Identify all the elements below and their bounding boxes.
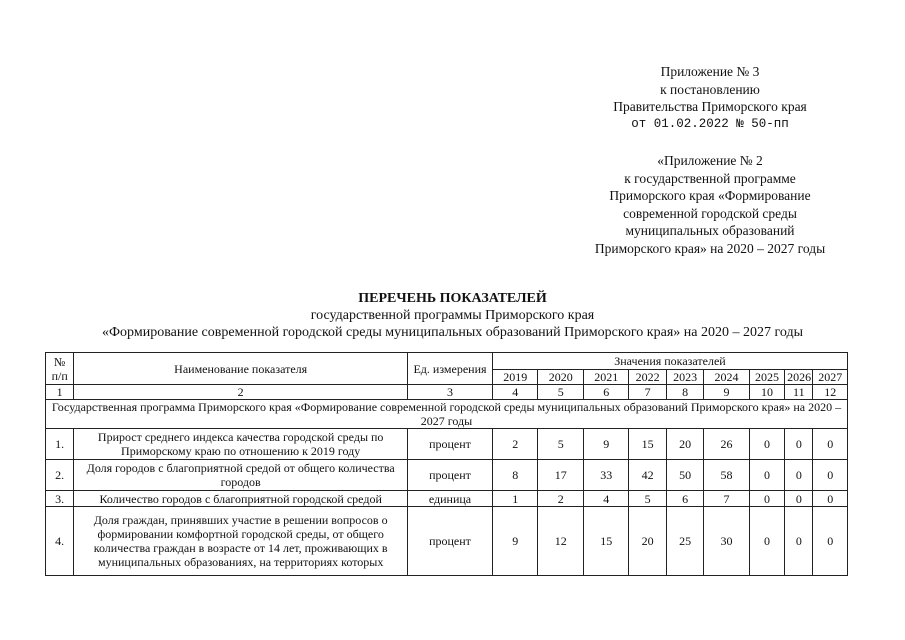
row-value: 9 [583, 429, 629, 460]
header-unit: Ед. измерения [408, 353, 493, 385]
column-number: 5 [538, 385, 584, 400]
column-number: 1 [46, 385, 74, 400]
row-value: 0 [813, 429, 848, 460]
row-value: 20 [629, 507, 666, 576]
row-value: 8 [492, 460, 538, 491]
row-value: 0 [749, 460, 784, 491]
column-number: 6 [583, 385, 629, 400]
row-value: 50 [666, 460, 703, 491]
header-year: 2025 [749, 370, 784, 385]
appendix-2-line-6: Приморского края» на 2020 – 2027 годы [594, 240, 826, 256]
appendix-2-line-4: современной городской среды [623, 205, 797, 221]
row-unit: единица [408, 491, 493, 507]
row-value: 25 [666, 507, 703, 576]
row-value: 5 [538, 429, 584, 460]
row-value: 0 [785, 507, 813, 576]
row-value: 9 [492, 507, 538, 576]
header-num: № п/п [46, 353, 74, 385]
column-number: 10 [749, 385, 784, 400]
row-name: Доля граждан, принявших участие в решении вопросов о формировании комфортной городской среды, от общего количества граждан в возрасте от 14 лет, проживающих в муниципальных образованиях, на территориях которых [74, 507, 408, 576]
column-number: 11 [785, 385, 813, 400]
appendix-3-line-3: Правительства Приморского края [613, 99, 807, 114]
column-number: 3 [408, 385, 493, 400]
header-year: 2024 [704, 370, 750, 385]
appendix-3-line-2: к постановлению [660, 81, 760, 97]
row-value: 6 [666, 491, 703, 507]
column-number: 4 [492, 385, 538, 400]
header-year: 2022 [629, 370, 666, 385]
row-value: 0 [749, 429, 784, 460]
row-value: 0 [749, 491, 784, 507]
row-value: 0 [813, 491, 848, 507]
appendix-2-line-5: муниципальных образований [625, 223, 795, 238]
row-value: 0 [785, 429, 813, 460]
table-row [46, 491, 848, 507]
header-name: Наименование показателя [74, 353, 408, 385]
header-year: 2019 [492, 370, 538, 385]
row-value: 2 [492, 429, 538, 460]
appendix-3-line-1: Приложение № 3 [660, 64, 760, 79]
row-value: 0 [749, 507, 784, 576]
row-value: 2 [538, 491, 584, 507]
document-subtitle-2: «Формирование современной городской среды муниципальных образований Приморского края» на 2020 – 2027 годы [102, 325, 803, 340]
row-num: 3. [46, 491, 74, 507]
row-value: 0 [813, 460, 848, 491]
row-value: 58 [704, 460, 750, 491]
table-row [46, 429, 848, 460]
column-number: 2 [74, 385, 408, 400]
appendix-3-header [585, 63, 835, 133]
document-subtitle-1: государственной программы Приморского края [310, 308, 595, 323]
header-year: 2026 [785, 370, 813, 385]
row-value: 5 [629, 491, 666, 507]
row-value: 0 [813, 507, 848, 576]
row-num: 2. [46, 460, 74, 491]
row-value: 1 [492, 491, 538, 507]
header-year: 2021 [583, 370, 629, 385]
row-unit: процент [408, 507, 493, 576]
row-value: 33 [583, 460, 629, 491]
row-unit: процент [408, 460, 493, 491]
row-value: 15 [629, 429, 666, 460]
header-year: 2020 [538, 370, 584, 385]
row-value: 26 [704, 429, 750, 460]
row-value: 0 [785, 460, 813, 491]
column-number: 8 [666, 385, 703, 400]
column-number: 7 [629, 385, 666, 400]
table-row [46, 460, 848, 491]
column-number: 12 [813, 385, 848, 400]
row-value: 15 [583, 507, 629, 576]
row-value: 17 [538, 460, 584, 491]
row-unit: процент [408, 429, 493, 460]
appendix-3-line-4: от 01.02.2022 № 50-пп [631, 116, 789, 131]
row-num: 1. [46, 429, 74, 460]
header-year: 2023 [666, 370, 703, 385]
indicators-table [45, 352, 848, 576]
row-value: 30 [704, 507, 750, 576]
row-name: Количество городов с благоприятной городской средой [74, 491, 408, 507]
appendix-2-line-3: Приморского края «Формирование [609, 188, 811, 203]
row-name: Доля городов с благоприятной средой от общего количества городов [74, 460, 408, 491]
row-value: 4 [583, 491, 629, 507]
appendix-2-header [565, 152, 855, 257]
section-title: Государственная программа Приморского края «Формирование современной городской среды муниципальных образований Приморского края» на 2020 – 2027 годы [46, 400, 848, 429]
row-value: 0 [785, 491, 813, 507]
row-value: 20 [666, 429, 703, 460]
row-num: 4. [46, 507, 74, 576]
row-value: 12 [538, 507, 584, 576]
row-value: 7 [704, 491, 750, 507]
appendix-2-line-1: «Приложение № 2 [657, 153, 763, 168]
appendix-2-line-2: к государственной программе [624, 170, 796, 186]
header-year: 2027 [813, 370, 848, 385]
column-number: 9 [704, 385, 750, 400]
header-values: Значения показателей [492, 353, 847, 370]
row-value: 42 [629, 460, 666, 491]
row-name: Прирост среднего индекса качества городской среды по Приморскому краю по отношению к 2019 году [74, 429, 408, 460]
document-heading [40, 290, 865, 341]
document-title: ПЕРЕЧЕНЬ ПОКАЗАТЕЛЕЙ [358, 291, 547, 306]
table-row [46, 507, 848, 576]
